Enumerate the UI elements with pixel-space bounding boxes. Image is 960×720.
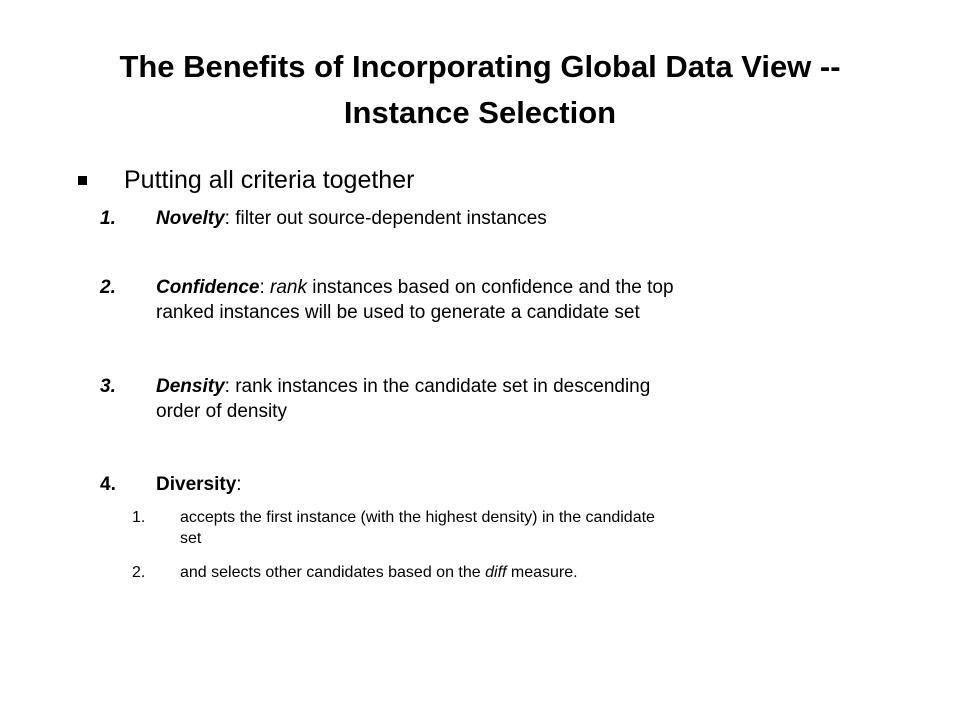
- item-text: : filter out source-dependent instances: [224, 208, 547, 229]
- item-term: Confidence: [156, 277, 260, 298]
- slide-title: [40, 44, 920, 136]
- sub-item-number: 2.: [132, 564, 146, 581]
- main-bullet: [78, 162, 415, 198]
- item-term: Density: [156, 376, 225, 397]
- sub-item-first-instance: [132, 507, 892, 549]
- list-item-density: [100, 374, 900, 424]
- sub-item-text: accepts the first instance (with the highest density) in the candidate: [180, 509, 655, 526]
- item-number: 4.: [100, 474, 116, 495]
- sub-item-text-line-2: set: [180, 530, 202, 547]
- item-term: Diversity: [156, 474, 237, 495]
- item-number: 2.: [100, 277, 116, 298]
- item-text: :: [236, 474, 242, 495]
- item-text: : rank instances in the candidate set in descending: [224, 376, 651, 397]
- title-line-2: Instance Selection: [343, 95, 617, 130]
- sub-item-text-end: measure.: [506, 564, 578, 581]
- sub-item-text: and selects other candidates based on the: [180, 564, 486, 581]
- sub-item-diff-measure: [132, 562, 892, 583]
- square-bullet-icon: [78, 176, 87, 185]
- item-number: 1.: [100, 208, 116, 229]
- item-emphasis: rank: [270, 277, 307, 298]
- title-line-1: The Benefits of Incorporating Global Data View --: [119, 49, 841, 84]
- item-number: 3.: [100, 376, 116, 397]
- list-item-novelty: [100, 206, 900, 231]
- main-bullet-text: Putting all criteria together: [124, 166, 415, 194]
- sub-item-emphasis: diff: [485, 564, 507, 581]
- item-text: instances based on confidence and the top: [306, 277, 674, 298]
- list-item-diversity: [100, 472, 900, 497]
- item-text-line-2: order of density: [156, 401, 287, 422]
- list-item-confidence: [100, 275, 900, 325]
- item-separator: :: [259, 277, 271, 298]
- sub-item-number: 1.: [132, 509, 146, 526]
- item-text-line-2: ranked instances will be used to generate a candidate set: [156, 302, 640, 323]
- item-term: Novelty: [156, 208, 225, 229]
